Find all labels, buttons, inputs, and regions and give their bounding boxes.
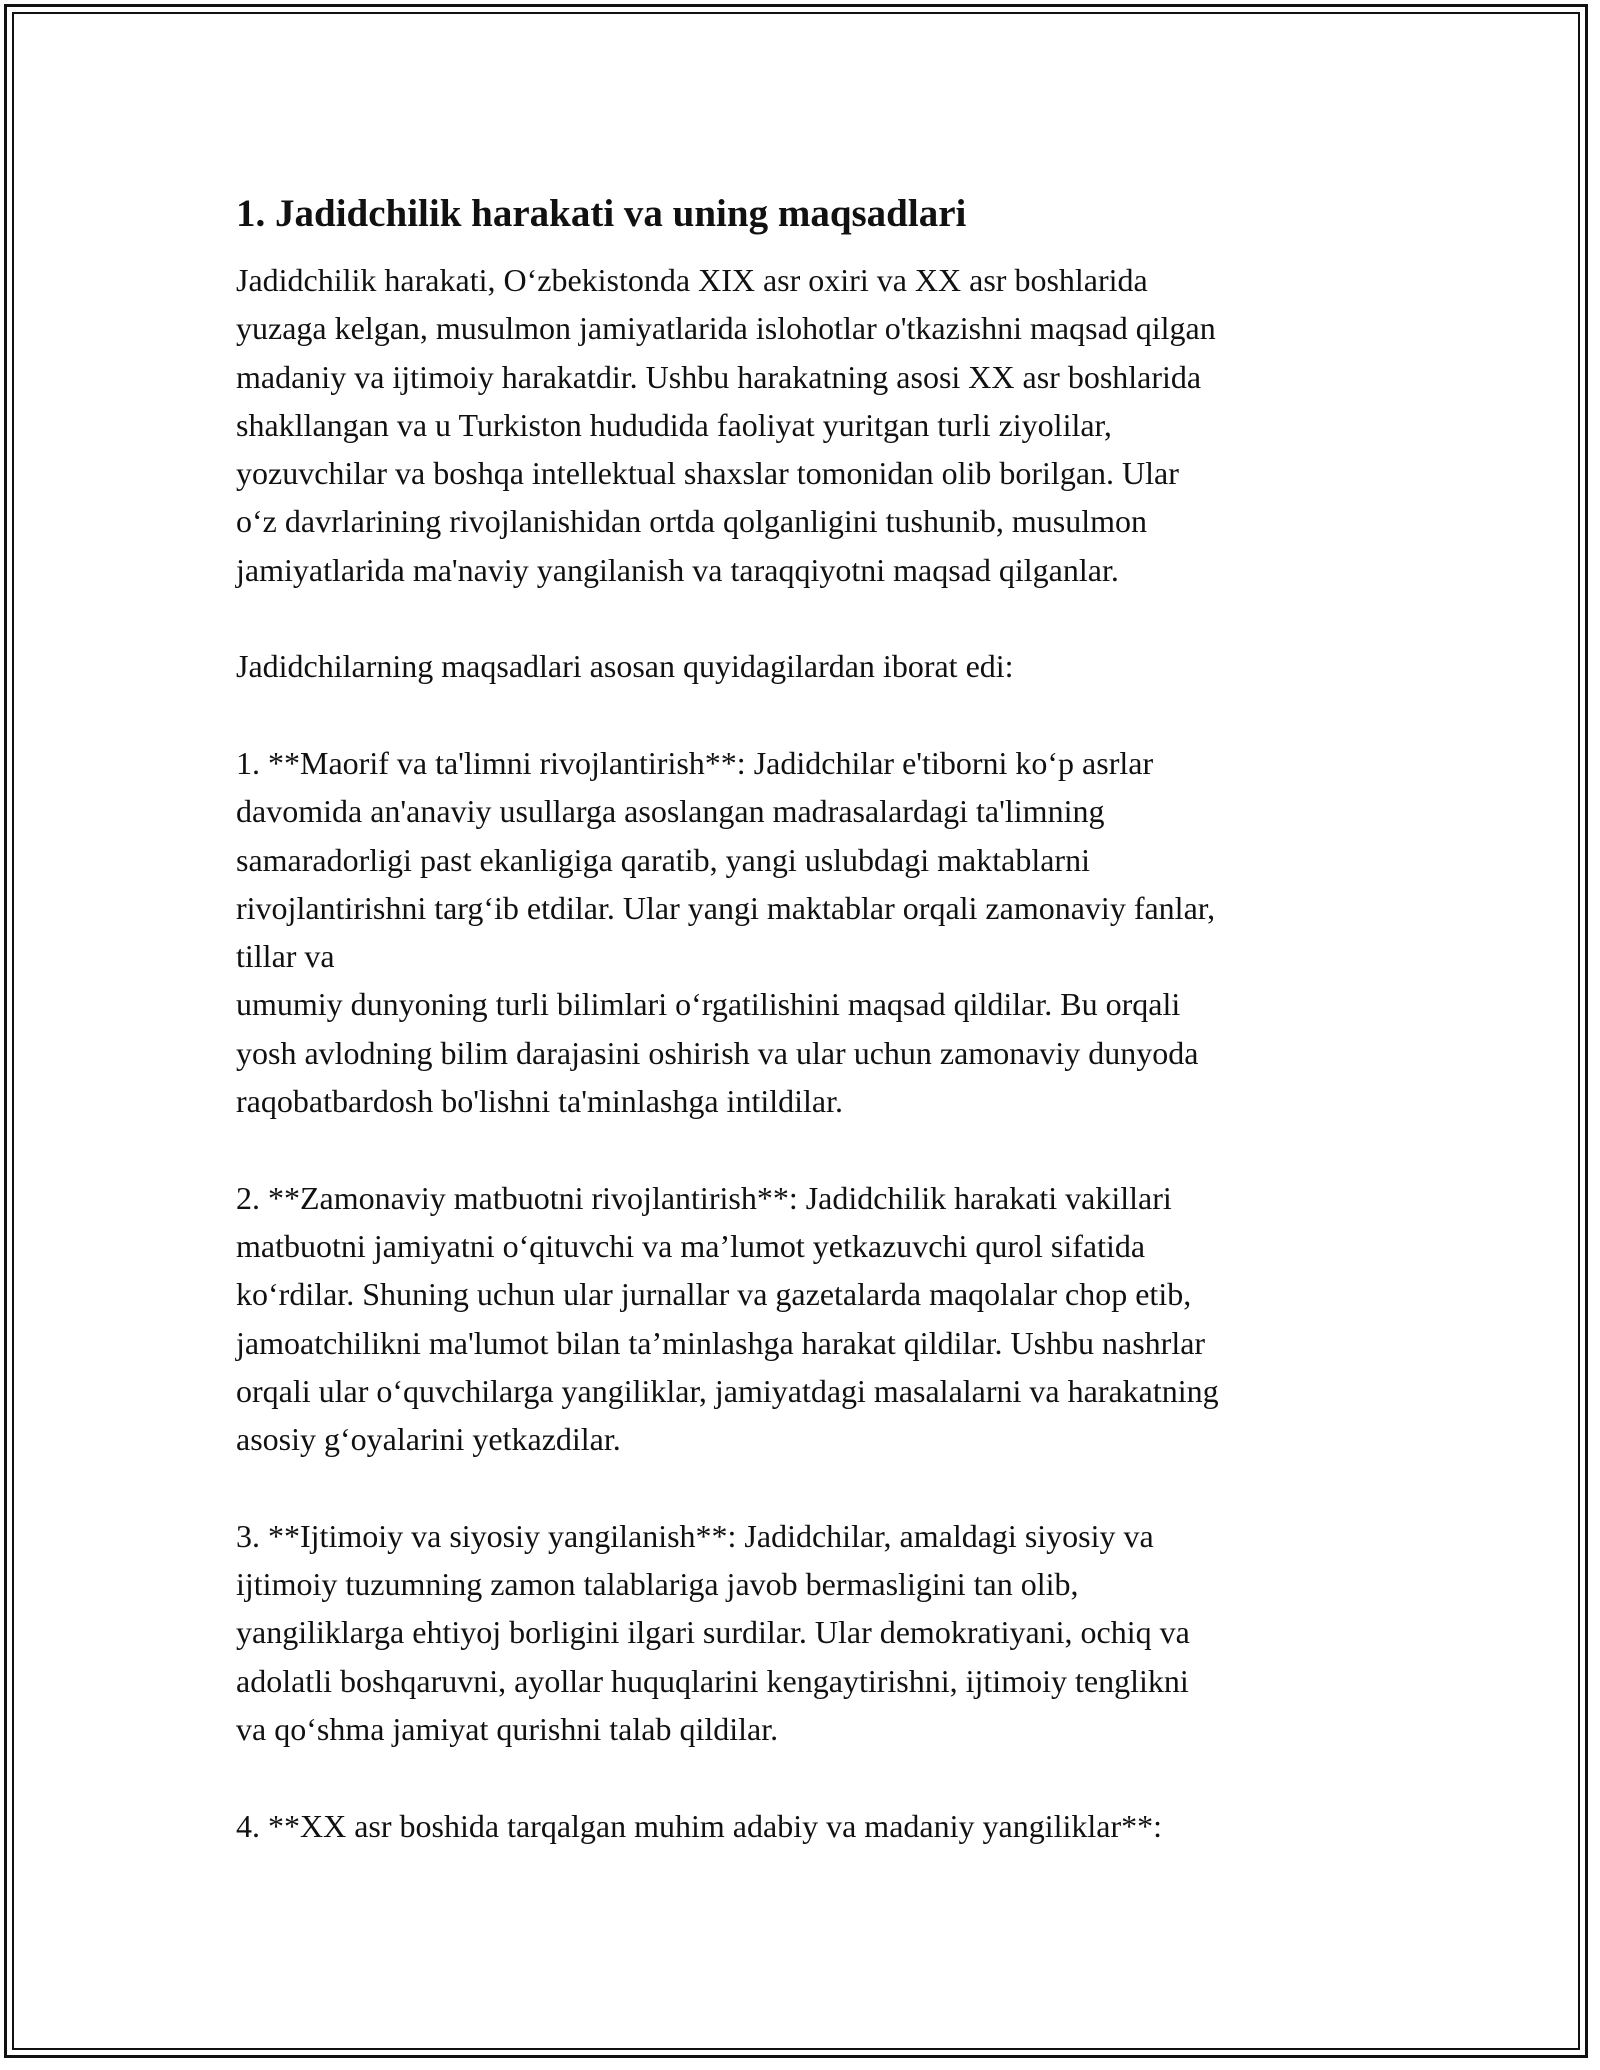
text-line: Jadidchilik harakati, O‘zbekistonda XIX asr oxiri va XX asr boshlarida [236, 262, 1148, 298]
text-line: 2. **Zamonaviy matbuotni rivojlantirish**: Jadidchilik harakati vakillari [236, 1179, 1172, 1216]
text-line: tillar va [236, 938, 335, 975]
paragraph-gap [236, 691, 1386, 739]
text-line: asosiy g‘oyalarini yetkazdilar. [236, 1421, 621, 1458]
paragraph [236, 1512, 1386, 1753]
text-line: shakllangan va u Turkiston hududida faoliyat yuritgan turli ziyolilar, [236, 406, 1112, 443]
section-heading: 1. Jadidchilik harakati va uning maqsadlari [236, 192, 967, 235]
text-line: davomida an'anaviy usullarga asoslangan madrasalardagi ta'limning [236, 793, 1105, 830]
paragraph [236, 739, 1386, 1125]
text-line: ijtimoiy tuzumning zamon talablariga javob bermasligini tan olib, [236, 1566, 1079, 1603]
text-line: yosh avlodning bilim darajasini oshirish va ular uchun zamonaviy dunyoda [236, 1034, 1199, 1071]
paragraph [236, 1802, 1386, 1850]
paragraph-gap [236, 1125, 1386, 1173]
text-line: 1. **Maorif va ta'limni rivojlantirish**: Jadidchilar e'tiborni ko‘p asrlar [236, 744, 1154, 781]
text-line: adolatli boshqaruvni, ayollar huquqlarini kengaytirishni, ijtimoiy tenglikni [236, 1662, 1189, 1699]
paragraph [236, 256, 1386, 594]
paragraph [236, 1174, 1386, 1464]
text-line: yuzaga kelgan, musulmon jamiyatlarida islohotlar o'tkazishni maqsad qilgan [236, 310, 1216, 347]
text-line: yangiliklarga ehtiyoj borligini ilgari surdilar. Ular demokratiyani, ochiq va [236, 1614, 1190, 1651]
text-line: jamoatchilikni ma'lumot bilan ta’minlashga harakat qildilar. Ushbu nashrlar [236, 1324, 1206, 1361]
paragraph-gap [236, 1463, 1386, 1511]
text-line: orqali ular o‘quvchilarga yangiliklar, jamiyatdagi masalalarni va harakatning [236, 1372, 1219, 1409]
text-line: jamiyatlarida ma'naviy yangilanish va taraqqiyotni maqsad qilganlar. [236, 551, 1119, 588]
document-body [236, 186, 1386, 1850]
text-line: madaniy va ijtimoiy harakatdir. Ushbu harakatning asosi XX asr boshlarida [236, 358, 1202, 395]
paragraph-gap [236, 594, 1386, 642]
text-line: yozuvchilar va boshqa intellektual shaxslar tomonidan olib borilgan. Ular [236, 455, 1179, 492]
paragraph [236, 642, 1386, 690]
text-line: o‘z davrlarining rivojlanishidan ortda qolganligini tushunib, musulmon [236, 503, 1147, 540]
text-line: va qo‘shma jamiyat qurishni talab qildilar. [236, 1710, 779, 1747]
text-line: ko‘rdilar. Shuning uchun ular jurnallar va gazetalarda maqolalar chop etib, [236, 1276, 1192, 1313]
paragraph-gap [236, 1753, 1386, 1801]
text-line: 3. **Ijtimoiy va siyosiy yangilanish**: Jadidchilar, amaldagi siyosiy va [236, 1517, 1154, 1554]
text-line: raqobatbardosh bo'lishni ta'minlashga intildilar. [236, 1083, 843, 1120]
text-line: rivojlantirishni targ‘ib etdilar. Ular yangi maktablar orqali zamonaviy fanlar, [236, 889, 1216, 926]
text-line: Jadidchilarning maqsadlari asosan quyidagilardan iborat edi: [236, 648, 1014, 685]
text-line: matbuotni jamiyatni o‘qituvchi va ma’lumot yetkazuvchi qurol sifatida [236, 1227, 1146, 1264]
text-line: umumiy dunyoning turli bilimlari o‘rgatilishini maqsad qildilar. Bu orqali [236, 986, 1181, 1023]
text-line: 4. **XX asr boshida tarqalgan muhim adabiy va madaniy yangiliklar**: [236, 1807, 1162, 1844]
paragraph-list [236, 256, 1386, 1850]
text-line: samaradorligi past ekanligiga qaratib, yangi uslubdagi maktablarni [236, 841, 1090, 878]
